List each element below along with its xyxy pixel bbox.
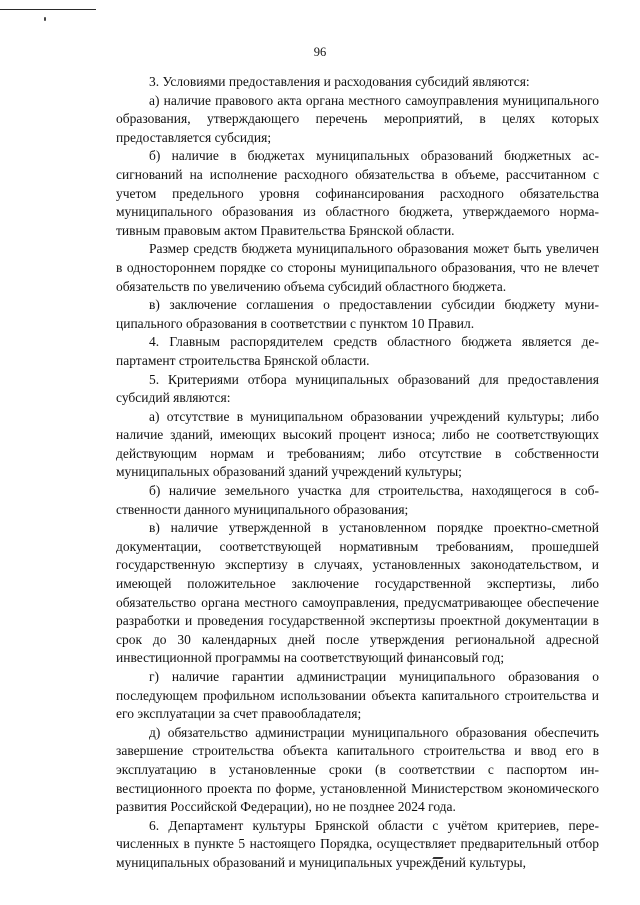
- paragraph-3a: а) наличие правового акта органа местного самоуправления муниципального образования, утверждающего перечень мероприятий, в целях которых предоставляется субсидия;: [116, 92, 599, 145]
- paragraph-3: 3. Условиями предоставления и расходования субсидий являются:: [149, 74, 530, 89]
- paragraph-4: 4. Главным распорядителем средств областного бюджета является департамент строительства Брянской области.: [116, 334, 599, 368]
- paragraph-3b: б) наличие в бюджетах муниципальных образований бюджетных ассигнований на исполнение расходного обязательства в объеме, рассчитанном с учетом предельного уровня софинансирования расходного обязательства муниципального образования из областного бюджета, утверждаемого нормативным правовым актом Правительства Брянской области.: [116, 148, 599, 238]
- scan-speck: [44, 17, 46, 21]
- paragraph-5a: а) отсутствие в муниципальном образовании учреждений культуры; либо наличие зданий, имеющих высокий процент износа; либо не соответствующих действующим нормам и требованиям; либо отсутствие в собственности муниципальных образований зданий учреждений культуры;: [116, 408, 599, 480]
- paragraph-5d: д) обязательство администрации муниципального образования обеспечить завершение строительства объекта капитального строительства и ввод его в эксплуатацию в установленные сроки (в соответствии с паспортом инвестиционного проекта по форме, установленной Министерством экономического развития Российской Федерации), но не позднее 2024 года.: [116, 724, 599, 815]
- paragraph-3v: в) заключение соглашения о предоставлении субсидии бюджету муниципального образования в соответствии с пунктом 10 Правил.: [116, 297, 599, 331]
- paragraph-5: 5. Критериями отбора муниципальных образований для предоставления субсидий являются:: [116, 371, 599, 406]
- paragraph-3b-note: Размер средств бюджета муниципального образования может быть увеличен в одностороннем порядке со стороны муниципального образования, что не влечет обязательств по увеличению объема субсидий областного бюджета.: [116, 241, 599, 294]
- paragraph-6: 6. Департамент культуры Брянской области с учётом критериев, перечисленных в пункте 5 настоящего Порядка, осуществляет предварительный отбор муниципальных образований и муниципальных учреждений культуры,: [116, 817, 599, 870]
- page-number: 96: [313, 45, 327, 59]
- paragraph-5g: г) наличие гарантии администрации муниципального образования о последующем профильном использовании объекта капитального строительства и его эксплуатации за счет правообладателя;: [116, 669, 599, 722]
- scan-artifact-line: [0, 9, 96, 10]
- paragraph-5v: в) наличие утвержденной в установленном порядке проектно-сметной документации, соответствующей нормативным требованиям, прошедшей государственную экспертизу в случаях, установленных законодательством, и имеющей положительное заключение государственной экспертизы, либо обязательство органа местного самоуправления, предусматривающее обеспечение разработки и проведения государственной экспертизы проектной документации в срок до 30 календарных дней после утверждения региональной адресной инвестиционной программы на соответствующий финансовый год;: [116, 520, 599, 666]
- document-body: [116, 73, 599, 873]
- paragraph-5b: б) наличие земельного участка для строительства, находящегося в собственности данного муниципального образования;: [116, 483, 599, 517]
